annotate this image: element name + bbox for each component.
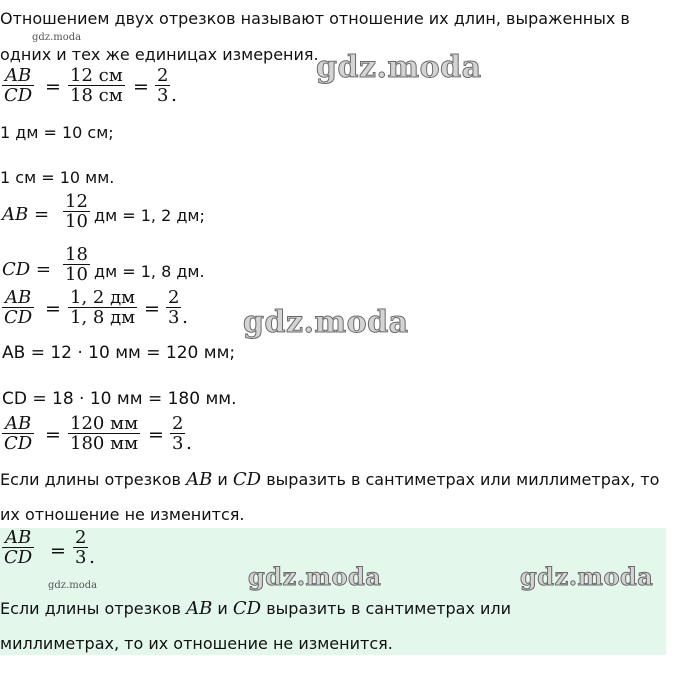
conversion-cm-mm: 1 см = 10 мм.	[0, 168, 115, 187]
cd-in-mm: CD = 18 · 10 мм = 180 мм.	[2, 389, 237, 409]
watermark: gdz.moda	[243, 305, 409, 340]
equals-sign: =	[45, 76, 61, 98]
conclusion-line-1: Если длины отрезков AB и CD выразить в сантиметрах или миллиметрах, то	[0, 469, 660, 490]
fraction-two-thirds: $\frac{2}{3}$	[157, 65, 169, 106]
conversion-dm-cm: 1 дм = 10 см;	[0, 123, 114, 142]
fraction-cm: 12 см 18 см	[70, 65, 123, 106]
equals-sign: =	[133, 76, 149, 98]
watermark: gdz.moda	[248, 562, 382, 591]
period: .	[171, 84, 178, 106]
ab-in-mm: AB = 12 · 10 мм = 120 мм;	[2, 343, 236, 363]
watermark-small: gdz.moda	[32, 32, 82, 43]
answer-line-2: миллиметрах, то их отношение не изменится.	[0, 634, 393, 653]
intro-line-2: одних и тех же единицах измерения.	[0, 45, 319, 64]
answer-line-1: Если длины отрезков AB и CD выразить в сантиметрах или	[0, 598, 512, 619]
watermark-small: gdz.moda	[48, 580, 98, 591]
conclusion-line-2: их отношение не изменится.	[0, 505, 245, 524]
watermark: gdz.moda	[520, 562, 654, 591]
intro-line-1: Отношением двух отрезков называют отношение их длин, выраженных в	[0, 9, 630, 28]
fraction-ab-cd: $\frac{AB}{CD}$	[4, 65, 33, 106]
watermark: gdz.moda	[316, 50, 482, 85]
